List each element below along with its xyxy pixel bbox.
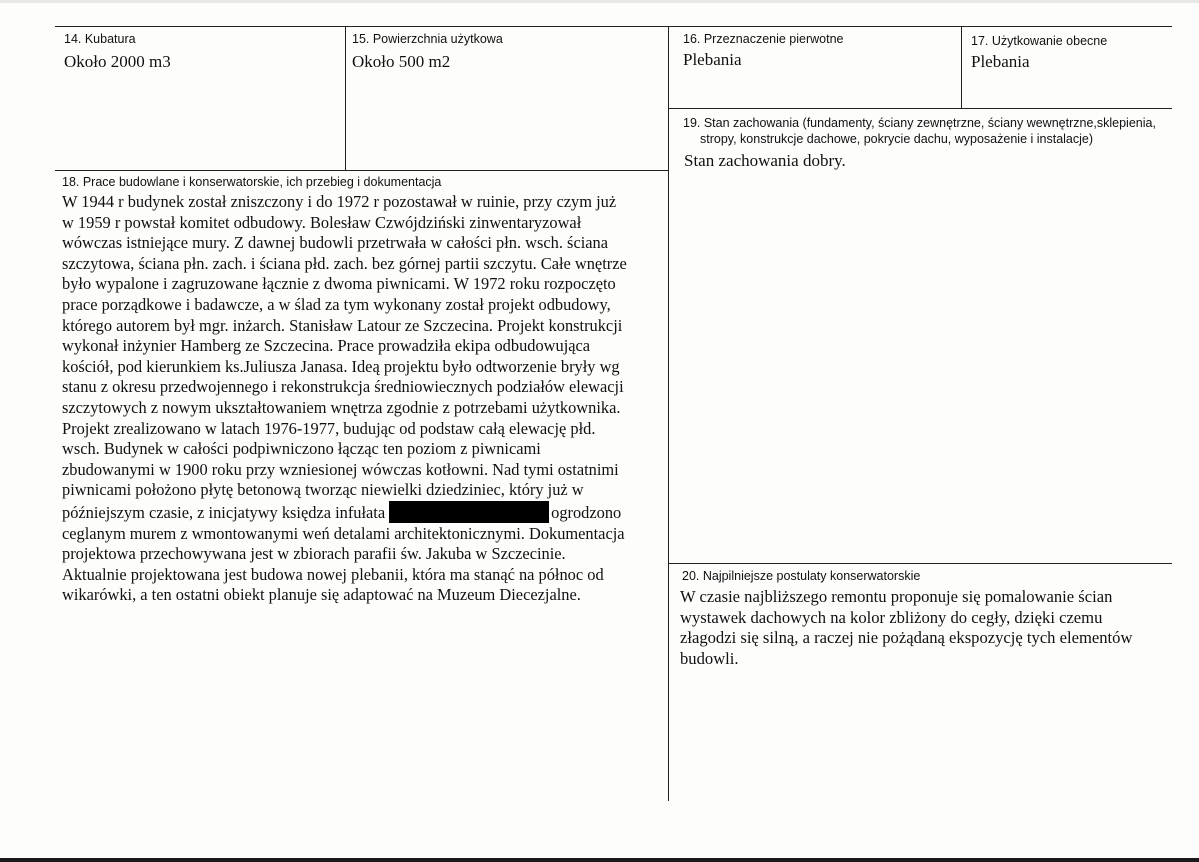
- text-line: stanu z okresu przedwojennego i rekonstrukcja średniowiecznych podziałów elewacji: [62, 377, 624, 397]
- redaction-box: [389, 501, 549, 523]
- text-line: Projekt zrealizowano w latach 1976-1977, budując od podstaw całą elewację płd.: [62, 418, 596, 438]
- text-line: wykonał inżynier Hamberg ze Szczecina. Prace prowadziła ekipa odbudowująca: [62, 336, 591, 356]
- text-line: W 1944 r budynek został zniszczony i do 1972 r pozostawał w ruinie, przy czym już: [62, 192, 617, 211]
- text-line: w 1959 r powstał komitet odbudowy. Bolesław Czwójdziński zinwentaryzował: [62, 212, 582, 232]
- divider-15-16: [668, 26, 669, 801]
- divider-16-17: [961, 26, 962, 109]
- kubatura-value: Około 2000 m3: [64, 52, 171, 71]
- text-line: wówczas istniejące mury. Z dawnej budowli przetrwała w całości płn. wsch. ściana: [62, 233, 609, 253]
- top-border-line: [55, 26, 1172, 27]
- kubatura-label: 14. Kubatura: [64, 32, 136, 46]
- divider-14-15: [345, 26, 346, 170]
- text-line: wsch. Budynek w całości podpiwniczono łącząc ten poziom z piwnicami: [62, 439, 541, 459]
- redacted-line-start: późniejszym czasie, z inicjatywy księdza infułata: [62, 502, 386, 522]
- text-line: szczytowych z nowym ukształtowaniem wnętrza zgodnie z potrzebami użytkownika.: [62, 397, 621, 417]
- text-line: szczytowa, ściana płn. zach. i ściana płd. zach. bez górnej partii szczytu. Całe wnętrze: [62, 253, 627, 273]
- divider-16-19: [668, 108, 1172, 109]
- scan-top-edge: [0, 0, 1199, 3]
- stan-zachowania-label-1: 19. Stan zachowania (fundamenty, ściany zewnętrzne, ściany wewnętrzne,sklepienia,: [683, 116, 1156, 130]
- prace-budowlane-text: [62, 192, 627, 606]
- text-line: którego autorem był mgr. inżarch. Stanisław Latour ze Szczecina. Projekt konstrukcji: [62, 315, 623, 335]
- powierzchnia-label: 15. Powierzchnia użytkowa: [352, 32, 503, 46]
- uzytkowanie-value: Plebania: [971, 52, 1030, 71]
- text-line: złagodzi się silną, a raczej nie pożądaną ekspozycję tych elementów: [680, 628, 1133, 647]
- text-line: prace porządkowe i badawcze, a w ślad za tym wykonany został projekt odbudowy,: [62, 294, 611, 314]
- text-line: projektowa przechowywana jest w zbiorach parafii św. Jakuba w Szczecinie.: [62, 544, 566, 564]
- redacted-line-end: ogrodzono: [551, 502, 622, 522]
- text-line: kościół, pod kierunkiem ks.Juliusza Janasa. Ideą projektu było odtworzenie bryły wg: [62, 356, 620, 376]
- text-line: wystawek dachowych na kolor zbliżony do cegły, dzięki czemu: [680, 607, 1103, 627]
- text-line: wikarówki, a ten ostatni obiekt planuje się adaptować na Muzeum Diecezjalne.: [62, 585, 581, 605]
- text-line: było wypalone i zagruzowane łącznie z dwoma piwnicami. W 1972 roku rozpoczęto: [62, 274, 616, 294]
- text-line: ceglanym murem z wmontowanymi weń detalami architektonicznymi. Dokumentacja: [62, 523, 625, 543]
- divider-19-20: [668, 563, 1172, 564]
- postulaty-text: [680, 587, 1132, 669]
- przeznaczenie-value: Plebania: [683, 50, 742, 69]
- text-line: zbudowanymi w 1900 roku przy wzniesionej wówczas kotłowni. Nad tymi ostatnimi: [62, 459, 619, 479]
- text-line: budowli.: [680, 648, 739, 668]
- stan-zachowania-value: Stan zachowania dobry.: [684, 151, 846, 170]
- powierzchnia-value: Około 500 m2: [352, 52, 451, 71]
- postulaty-label: 20. Najpilniejsze postulaty konserwatorskie: [682, 569, 921, 583]
- przeznaczenie-label: 16. Przeznaczenie pierwotne: [683, 32, 844, 46]
- uzytkowanie-label: 17. Użytkowanie obecne: [971, 34, 1108, 48]
- prace-budowlane-label: 18. Prace budowlane i konserwatorskie, ich przebieg i dokumentacja: [62, 175, 442, 189]
- text-line: W czasie najbliższego remontu proponuje się pomalowanie ścian: [680, 587, 1113, 606]
- divider-top-18: [55, 170, 668, 171]
- text-line: piwnicami położono płytę betonową tworząc niewielki dziedziniec, który już w: [62, 480, 584, 500]
- stan-zachowania-label-2: stropy, konstrukcje dachowe, pokrycie dachu, wyposażenie i instalacje): [700, 132, 1094, 146]
- text-line: Aktualnie projektowana jest budowa nowej plebanii, która ma stanąć na północ od: [62, 564, 604, 584]
- scan-bottom-edge: [0, 858, 1199, 862]
- redacted-text-line: [62, 501, 627, 524]
